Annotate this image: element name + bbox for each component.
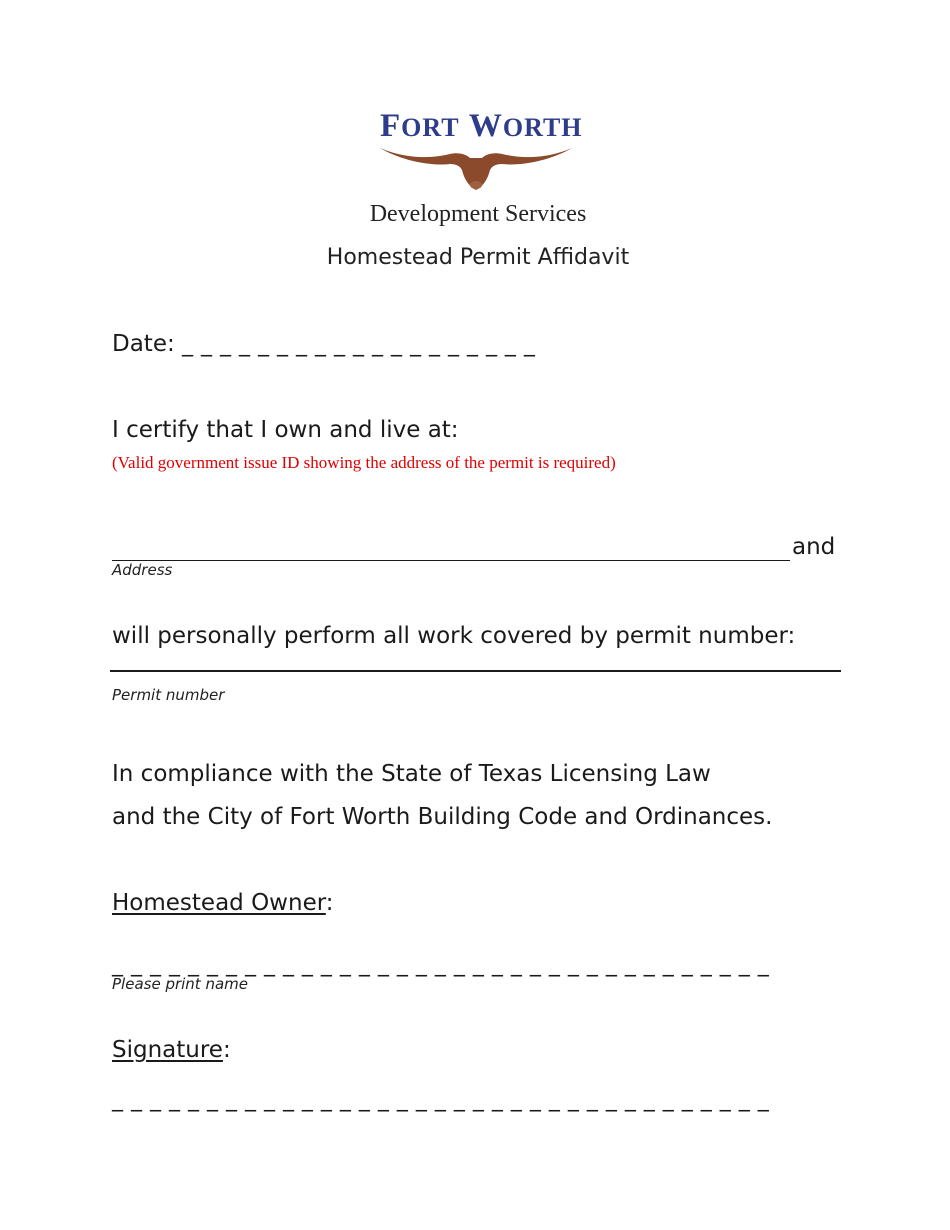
certify-statement: I certify that I own and live at: [112, 417, 459, 443]
fort-worth-logo [378, 108, 583, 192]
owner-label: Homestead Owner [112, 890, 326, 916]
permit-number-blank[interactable] [110, 670, 841, 672]
permit-statement: will personally perform all work covered by permit number: [112, 623, 796, 649]
logo-letter: W [468, 108, 503, 144]
address-suffix: and [792, 534, 836, 560]
owner-caption: Please print name [112, 975, 248, 993]
compliance-line-1: In compliance with the State of Texas Licensing Law [112, 761, 711, 787]
compliance-line-2: and the City of Fort Worth Building Code and Ordinances. [112, 804, 773, 830]
address-blank[interactable] [112, 560, 790, 561]
date-blank[interactable]: _ _ _ _ _ _ _ _ _ _ _ _ _ _ _ _ _ _ _ [182, 332, 536, 357]
owner-heading [112, 890, 334, 916]
logo-letter: F [380, 108, 402, 144]
signature-heading [112, 1037, 231, 1063]
address-caption: Address [112, 561, 173, 579]
department-name: Development Services [369, 201, 587, 227]
signature-label: Signature [112, 1037, 223, 1063]
owner-colon: : [325, 890, 334, 916]
logo-letters: ORT [401, 113, 460, 142]
id-requirement-note: (Valid government issue ID showing the address of the permit is required) [112, 453, 616, 472]
date-label: Date: [112, 331, 175, 357]
date-field [112, 331, 535, 357]
owner-name-blank[interactable]: _ _ _ _ _ _ _ _ _ _ _ _ _ _ _ _ _ _ _ _ _ _ _ _ _ _ _ _ _ _ _ _ _ _ _ [112, 952, 770, 977]
signature-colon: : [222, 1037, 231, 1063]
form-title: Homestead Permit Affidavit [326, 245, 630, 270]
longhorn-icon [378, 144, 574, 192]
logo-wordmark [380, 108, 583, 145]
permit-number-caption: Permit number [112, 686, 225, 704]
logo-letters: ORTH [502, 113, 583, 142]
signature-blank[interactable]: _ _ _ _ _ _ _ _ _ _ _ _ _ _ _ _ _ _ _ _ _ _ _ _ _ _ _ _ _ _ _ _ _ _ _ [112, 1087, 770, 1112]
